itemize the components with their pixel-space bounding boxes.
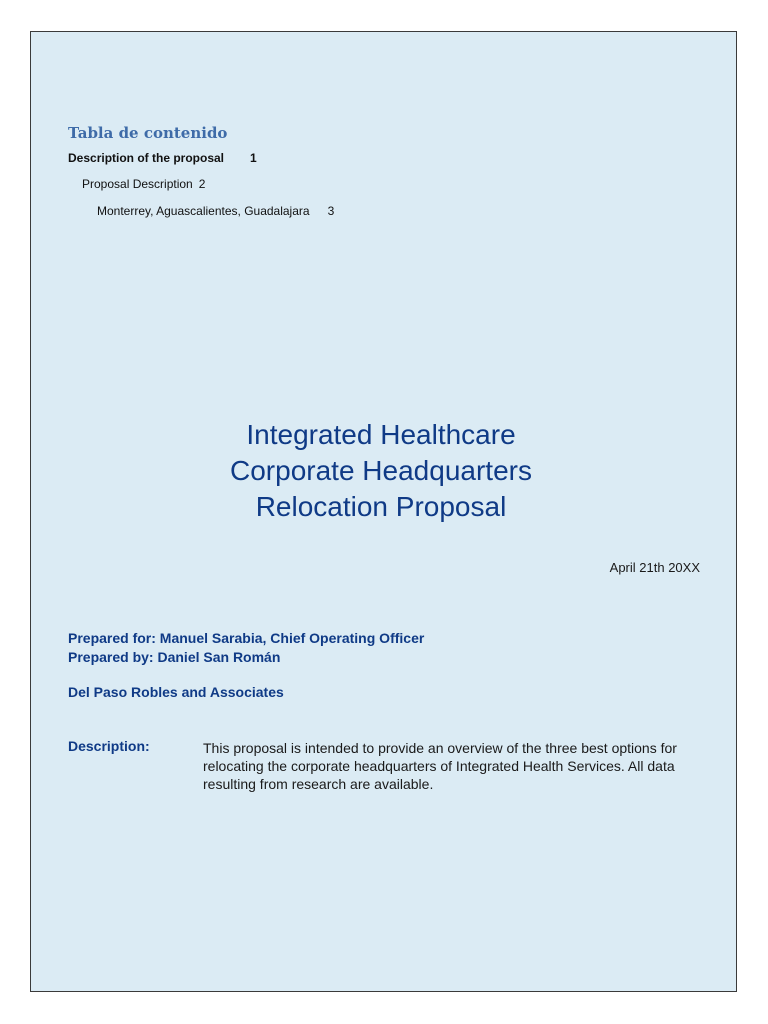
document-page [30, 31, 737, 992]
title-line-2: Corporate Headquarters [230, 455, 532, 486]
document-date: April 21th 20XX [609, 560, 700, 575]
toc-entry-cities[interactable] [97, 204, 334, 218]
toc-entry-label: Proposal Description [82, 177, 193, 191]
toc-entry-page-number: 2 [198, 177, 206, 191]
toc-entry-description-of-proposal[interactable] [68, 151, 257, 165]
company-name: Del Paso Robles and Associates [68, 684, 284, 700]
toc-entry-page-number: 3 [327, 204, 335, 218]
toc-heading: Tabla de contenido [68, 124, 228, 142]
toc-entry-page-number: 1 [250, 151, 257, 165]
description-label: Description: [68, 738, 150, 754]
document-title [31, 417, 731, 525]
description-text: This proposal is intended to provide an overview of the three best options for relocating the corporate headquarters of Integrated Health Services. All data resulting from research are available. [203, 740, 677, 792]
toc-entry-label: Monterrey, Aguascalientes, Guadalajara [97, 204, 310, 218]
prepared-for: Prepared for: Manuel Sarabia, Chief Operating Officer [68, 630, 425, 646]
title-line-3: Relocation Proposal [255, 491, 507, 522]
title-line-1: Integrated Healthcare [246, 419, 516, 450]
prepared-by: Prepared by: Daniel San Román [68, 649, 281, 665]
toc-entry-label: Description of the proposal [68, 151, 225, 165]
toc-entry-proposal-description[interactable] [82, 177, 205, 191]
